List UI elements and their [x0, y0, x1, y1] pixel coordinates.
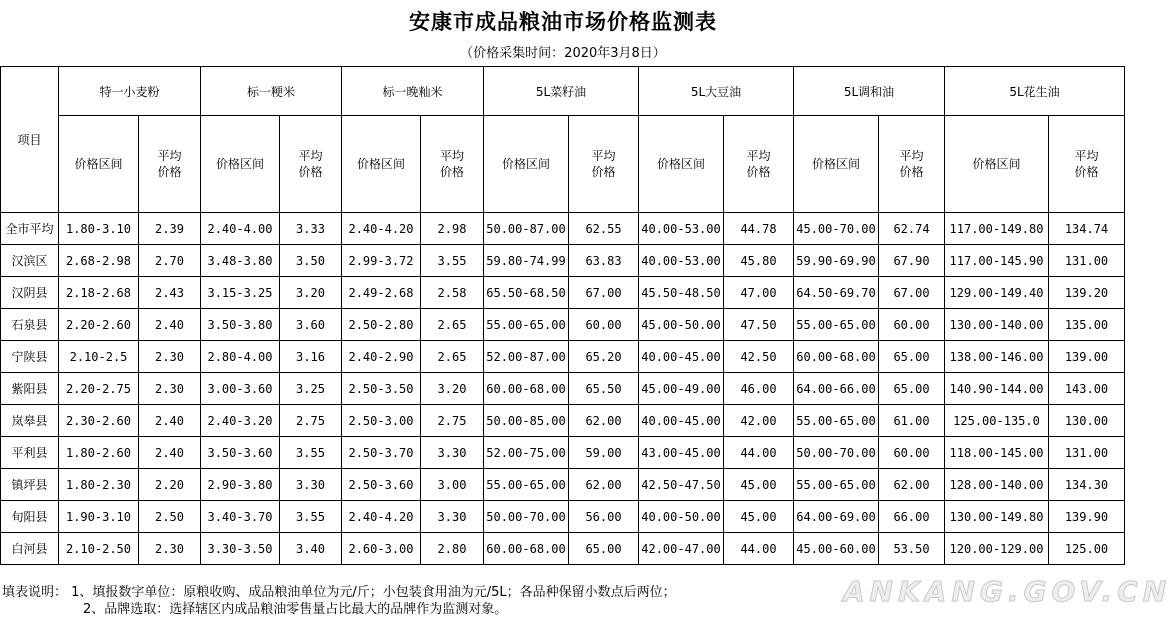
- price-range-cell: 1.80-2.30: [59, 469, 139, 501]
- average-price-cell: 125.00: [1049, 533, 1125, 565]
- price-range-cell: 42.50-47.50: [639, 469, 724, 501]
- average-price-header: [569, 116, 639, 213]
- region-cell: 紫阳县: [1, 373, 59, 405]
- average-price-cell: 42.00: [724, 405, 794, 437]
- average-price-cell: 2.40: [139, 437, 201, 469]
- price-range-cell: 55.00-65.00: [484, 309, 569, 341]
- average-price-cell: 2.30: [139, 341, 201, 373]
- price-range-cell: 2.30-2.60: [59, 405, 139, 437]
- average-price-header-line-2: 价格: [591, 165, 616, 179]
- average-price-cell: 46.00: [724, 373, 794, 405]
- price-range-cell: 64.50-69.70: [794, 277, 879, 309]
- average-price-cell: 3.50: [280, 245, 342, 277]
- subheader-row: [1, 116, 1125, 213]
- region-cell: 旬阳县: [1, 501, 59, 533]
- price-range-cell: 2.20-2.75: [59, 373, 139, 405]
- average-price-cell: 56.00: [569, 501, 639, 533]
- price-range-cell: 59.90-69.90: [794, 245, 879, 277]
- average-price-cell: 65.00: [569, 533, 639, 565]
- average-price-header-line-1: 平均: [298, 149, 323, 163]
- average-price-cell: 65.00: [879, 341, 945, 373]
- average-price-header: [139, 116, 201, 213]
- average-price-cell: 2.40: [139, 405, 201, 437]
- average-price-cell: 2.65: [421, 341, 484, 373]
- price-range-cell: 45.50-48.50: [639, 277, 724, 309]
- average-price-cell: 2.43: [139, 277, 201, 309]
- price-range-cell: 2.49-2.68: [342, 277, 421, 309]
- price-range-cell: 3.40-3.70: [201, 501, 280, 533]
- price-range-cell: 2.18-2.68: [59, 277, 139, 309]
- region-cell: 宁陕县: [1, 341, 59, 373]
- watermark: ANKANG.GOV.CN: [843, 575, 1171, 608]
- price-range-cell: 130.00-140.00: [945, 309, 1049, 341]
- average-price-header-line-2: 价格: [746, 165, 771, 179]
- average-price-header-line-2: 价格: [157, 165, 182, 179]
- note-line-1: 填表说明： 1、填报数字单位：原粮收购、成品粮油单位为元/斤；小包装食用油为元/5L；各品种保留小数点后两位；: [2, 585, 676, 600]
- average-price-header: [724, 116, 794, 213]
- price-range-cell: 65.50-68.50: [484, 277, 569, 309]
- price-range-cell: 2.80-4.00: [201, 341, 280, 373]
- price-range-cell: 40.00-45.00: [639, 405, 724, 437]
- price-range-cell: 138.00-146.00: [945, 341, 1049, 373]
- price-range-cell: 3.50-3.80: [201, 309, 280, 341]
- average-price-header: [280, 116, 342, 213]
- price-range-cell: 3.30-3.50: [201, 533, 280, 565]
- price-range-cell: 40.00-53.00: [639, 245, 724, 277]
- average-price-cell: 3.30: [421, 501, 484, 533]
- average-price-header-line-2: 价格: [298, 165, 323, 179]
- price-range-cell: 50.00-70.00: [794, 437, 879, 469]
- price-table: [0, 66, 1125, 565]
- average-price-cell: 62.00: [569, 405, 639, 437]
- table-row: [1, 501, 1125, 533]
- average-price-header-line-2: 价格: [1074, 165, 1099, 179]
- average-price-cell: 2.20: [139, 469, 201, 501]
- table-row: [1, 245, 1125, 277]
- average-price-cell: 3.33: [280, 213, 342, 245]
- average-price-cell: 3.20: [421, 373, 484, 405]
- region-cell: 汉阴县: [1, 277, 59, 309]
- region-cell: 汉滨区: [1, 245, 59, 277]
- average-price-cell: 3.00: [421, 469, 484, 501]
- average-price-cell: 47.00: [724, 277, 794, 309]
- price-range-cell: 52.00-75.00: [484, 437, 569, 469]
- average-price-cell: 47.50: [724, 309, 794, 341]
- notes: [2, 584, 676, 618]
- table-row: [1, 533, 1125, 565]
- price-range-cell: 2.40-4.20: [342, 213, 421, 245]
- price-range-cell: 59.80-74.99: [484, 245, 569, 277]
- average-price-cell: 62.00: [569, 469, 639, 501]
- price-range-cell: 2.40-4.20: [342, 501, 421, 533]
- price-range-cell: 2.40-3.20: [201, 405, 280, 437]
- average-price-cell: 2.58: [421, 277, 484, 309]
- table-row: [1, 341, 1125, 373]
- average-price-cell: 2.30: [139, 373, 201, 405]
- average-price-cell: 67.90: [879, 245, 945, 277]
- average-price-cell: 60.00: [879, 437, 945, 469]
- price-range-header: 价格区间: [945, 116, 1049, 213]
- average-price-cell: 66.00: [879, 501, 945, 533]
- product-header: 标一晚籼米: [342, 67, 484, 116]
- average-price-header-line-1: 平均: [591, 149, 616, 163]
- average-price-cell: 3.30: [280, 469, 342, 501]
- average-price-cell: 59.00: [569, 437, 639, 469]
- price-range-cell: 50.00-85.00: [484, 405, 569, 437]
- average-price-cell: 3.55: [421, 245, 484, 277]
- table-row: [1, 309, 1125, 341]
- price-range-cell: 1.80-2.60: [59, 437, 139, 469]
- product-header: 5L菜籽油: [484, 67, 639, 116]
- average-price-cell: 61.00: [879, 405, 945, 437]
- average-price-cell: 2.98: [421, 213, 484, 245]
- average-price-cell: 134.74: [1049, 213, 1125, 245]
- price-range-cell: 2.50-3.50: [342, 373, 421, 405]
- price-range-cell: 42.00-47.00: [639, 533, 724, 565]
- region-cell: 石泉县: [1, 309, 59, 341]
- average-price-cell: 134.30: [1049, 469, 1125, 501]
- item-header: 项目: [1, 67, 59, 213]
- price-range-cell: 120.00-129.00: [945, 533, 1049, 565]
- price-range-cell: 60.00-68.00: [484, 373, 569, 405]
- average-price-cell: 63.83: [569, 245, 639, 277]
- price-range-header: 价格区间: [342, 116, 421, 213]
- price-range-cell: 45.00-70.00: [794, 213, 879, 245]
- price-range-cell: 2.10-2.50: [59, 533, 139, 565]
- average-price-cell: 45.00: [724, 469, 794, 501]
- price-range-cell: 3.00-3.60: [201, 373, 280, 405]
- table-row: [1, 373, 1125, 405]
- product-header: 标一粳米: [201, 67, 342, 116]
- average-price-cell: 135.00: [1049, 309, 1125, 341]
- price-range-cell: 117.00-145.90: [945, 245, 1049, 277]
- average-price-cell: 143.00: [1049, 373, 1125, 405]
- price-range-cell: 55.00-65.00: [794, 405, 879, 437]
- price-range-cell: 117.00-149.80: [945, 213, 1049, 245]
- price-range-cell: 40.00-50.00: [639, 501, 724, 533]
- average-price-cell: 42.50: [724, 341, 794, 373]
- average-price-cell: 3.30: [421, 437, 484, 469]
- average-price-cell: 2.30: [139, 533, 201, 565]
- average-price-cell: 62.00: [879, 469, 945, 501]
- average-price-cell: 139.00: [1049, 341, 1125, 373]
- price-range-header: 价格区间: [794, 116, 879, 213]
- average-price-header-line-1: 平均: [439, 149, 464, 163]
- price-range-header: 价格区间: [59, 116, 139, 213]
- price-range-header: 价格区间: [484, 116, 569, 213]
- product-header: 5L大豆油: [639, 67, 794, 116]
- region-cell: 白河县: [1, 533, 59, 565]
- price-range-cell: 2.50-3.60: [342, 469, 421, 501]
- price-range-cell: 3.50-3.60: [201, 437, 280, 469]
- average-price-cell: 65.00: [879, 373, 945, 405]
- price-range-cell: 1.90-3.10: [59, 501, 139, 533]
- table-row: [1, 437, 1125, 469]
- average-price-cell: 65.20: [569, 341, 639, 373]
- price-range-cell: 2.68-2.98: [59, 245, 139, 277]
- collection-date: （价格采集时间：2020年3月8日）: [460, 46, 666, 61]
- table-row: [1, 405, 1125, 437]
- average-price-cell: 3.40: [280, 533, 342, 565]
- price-range-cell: 45.00-50.00: [639, 309, 724, 341]
- average-price-cell: 2.70: [139, 245, 201, 277]
- price-range-cell: 55.00-65.00: [484, 469, 569, 501]
- average-price-cell: 139.90: [1049, 501, 1125, 533]
- price-range-cell: 2.60-3.00: [342, 533, 421, 565]
- average-price-header: [1049, 116, 1125, 213]
- average-price-cell: 2.39: [139, 213, 201, 245]
- price-range-cell: 50.00-87.00: [484, 213, 569, 245]
- price-range-header: 价格区间: [639, 116, 724, 213]
- average-price-cell: 44.78: [724, 213, 794, 245]
- price-range-cell: 3.48-3.80: [201, 245, 280, 277]
- average-price-cell: 3.55: [280, 501, 342, 533]
- average-price-cell: 3.25: [280, 373, 342, 405]
- price-range-cell: 129.00-149.40: [945, 277, 1049, 309]
- price-range-cell: 64.00-69.00: [794, 501, 879, 533]
- price-range-cell: 2.20-2.60: [59, 309, 139, 341]
- price-range-cell: 2.40-2.90: [342, 341, 421, 373]
- price-range-cell: 2.90-3.80: [201, 469, 280, 501]
- price-range-cell: 55.00-65.00: [794, 469, 879, 501]
- average-price-cell: 60.00: [879, 309, 945, 341]
- average-price-cell: 130.00: [1049, 405, 1125, 437]
- region-cell: 平利县: [1, 437, 59, 469]
- average-price-cell: 67.00: [569, 277, 639, 309]
- price-range-cell: 40.00-53.00: [639, 213, 724, 245]
- average-price-cell: 45.00: [724, 501, 794, 533]
- average-price-cell: 3.20: [280, 277, 342, 309]
- price-range-cell: 45.00-49.00: [639, 373, 724, 405]
- price-range-cell: 1.80-3.10: [59, 213, 139, 245]
- page-title: 安康市成品粮油市场价格监测表: [409, 9, 717, 34]
- average-price-cell: 131.00: [1049, 437, 1125, 469]
- price-range-cell: 2.50-3.70: [342, 437, 421, 469]
- price-range-cell: 140.90-144.00: [945, 373, 1049, 405]
- average-price-cell: 3.60: [280, 309, 342, 341]
- price-range-cell: 45.00-60.00: [794, 533, 879, 565]
- average-price-header-line-1: 平均: [899, 149, 924, 163]
- average-price-header-line-1: 平均: [157, 149, 182, 163]
- product-header: 5L花生油: [945, 67, 1125, 116]
- region-cell: 岚皋县: [1, 405, 59, 437]
- average-price-header-line-1: 平均: [746, 149, 771, 163]
- average-price-cell: 44.00: [724, 533, 794, 565]
- price-range-cell: 2.10-2.5: [59, 341, 139, 373]
- average-price-cell: 67.00: [879, 277, 945, 309]
- price-range-cell: 2.50-2.80: [342, 309, 421, 341]
- average-price-header: [421, 116, 484, 213]
- price-range-cell: 50.00-70.00: [484, 501, 569, 533]
- price-range-cell: 2.40-4.00: [201, 213, 280, 245]
- product-header: 5L调和油: [794, 67, 945, 116]
- product-header: 特一小麦粉: [59, 67, 201, 116]
- average-price-cell: 2.50: [139, 501, 201, 533]
- average-price-header-line-2: 价格: [899, 165, 924, 179]
- price-range-header: 价格区间: [201, 116, 280, 213]
- price-range-cell: 55.00-65.00: [794, 309, 879, 341]
- average-price-cell: 2.65: [421, 309, 484, 341]
- average-price-cell: 65.50: [569, 373, 639, 405]
- price-range-cell: 43.00-45.00: [639, 437, 724, 469]
- note-line-2: 2、品牌选取：选择辖区内成品粮油零售量占比最大的品牌作为监测对象。: [83, 602, 508, 617]
- region-cell: 全市平均: [1, 213, 59, 245]
- price-range-cell: 52.00-87.00: [484, 341, 569, 373]
- average-price-cell: 62.74: [879, 213, 945, 245]
- table-row: [1, 277, 1125, 309]
- price-range-cell: 2.99-3.72: [342, 245, 421, 277]
- price-range-cell: 125.00-135.0: [945, 405, 1049, 437]
- average-price-header-line-2: 价格: [439, 165, 464, 179]
- average-price-cell: 2.75: [280, 405, 342, 437]
- price-range-cell: 118.00-145.00: [945, 437, 1049, 469]
- price-range-cell: 60.00-68.00: [794, 341, 879, 373]
- price-range-cell: 60.00-68.00: [484, 533, 569, 565]
- average-price-cell: 60.00: [569, 309, 639, 341]
- price-range-cell: 3.15-3.25: [201, 277, 280, 309]
- price-range-cell: 64.00-66.00: [794, 373, 879, 405]
- average-price-cell: 44.00: [724, 437, 794, 469]
- average-price-cell: 131.00: [1049, 245, 1125, 277]
- region-cell: 镇坪县: [1, 469, 59, 501]
- table-row: [1, 469, 1125, 501]
- average-price-header-line-1: 平均: [1074, 149, 1099, 163]
- average-price-cell: 2.40: [139, 309, 201, 341]
- price-range-cell: 2.50-3.00: [342, 405, 421, 437]
- table-row: [1, 213, 1125, 245]
- price-range-cell: 128.00-140.00: [945, 469, 1049, 501]
- average-price-cell: 53.50: [879, 533, 945, 565]
- average-price-cell: 139.20: [1049, 277, 1125, 309]
- average-price-cell: 2.75: [421, 405, 484, 437]
- average-price-cell: 45.80: [724, 245, 794, 277]
- average-price-header: [879, 116, 945, 213]
- average-price-cell: 3.55: [280, 437, 342, 469]
- price-range-cell: 40.00-45.00: [639, 341, 724, 373]
- average-price-cell: 2.80: [421, 533, 484, 565]
- price-range-cell: 130.00-149.80: [945, 501, 1049, 533]
- average-price-cell: 3.16: [280, 341, 342, 373]
- average-price-cell: 62.55: [569, 213, 639, 245]
